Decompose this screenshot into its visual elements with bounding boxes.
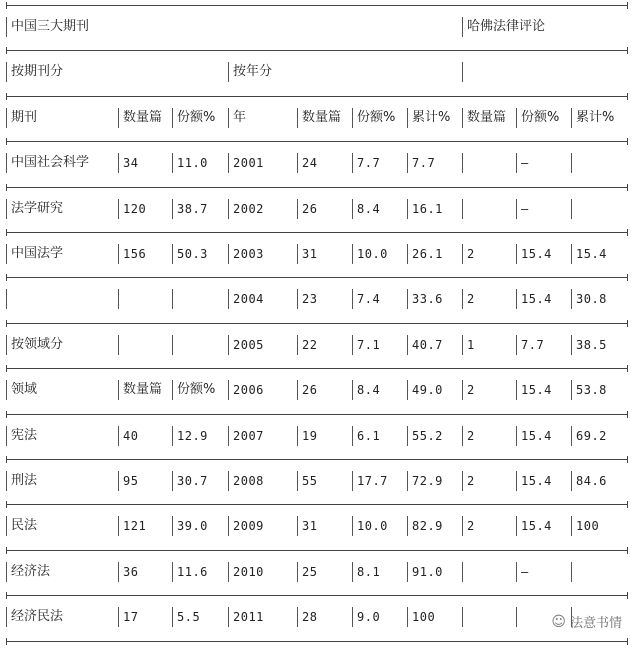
table-cell: 30.8 — [571, 289, 627, 309]
table-cell — [297, 5, 346, 50]
table-cell: 15.4 — [571, 244, 627, 264]
table-cell: 72.9 — [407, 471, 461, 491]
table-cell: 17.7 — [352, 471, 406, 491]
table-cell: 哈佛法律评论 — [462, 17, 515, 37]
table-cell — [571, 50, 622, 95]
table-cell: 31 — [297, 244, 351, 264]
table-cell: 2004 — [228, 289, 296, 309]
table-cell — [118, 335, 171, 355]
table-cell: 36 — [118, 562, 171, 582]
table-cell — [297, 50, 346, 95]
table-cell: 26 — [297, 199, 351, 219]
table-cell: 2 — [462, 380, 515, 400]
table-cell: 9.0 — [352, 607, 406, 627]
table-cell: 15.4 — [516, 516, 570, 536]
table-cell: 34 — [118, 153, 171, 173]
table-cell: 期刊 — [6, 108, 117, 128]
table-cell: 按领域分 — [6, 335, 117, 355]
table-cell: 7.4 — [352, 289, 406, 309]
table-cell: — — [516, 199, 570, 219]
table-cell: 7.7 — [516, 335, 570, 355]
table-cell — [571, 5, 622, 50]
table-cell — [462, 62, 515, 82]
table-cell: 7.1 — [352, 335, 406, 355]
table-cell: 82.9 — [407, 516, 461, 536]
table-cell: 10.0 — [352, 244, 406, 264]
table-cell — [462, 562, 515, 582]
table-cell: 33.6 — [407, 289, 461, 309]
table-cell: 91.0 — [407, 562, 461, 582]
table-cell: 8.1 — [352, 562, 406, 582]
row-rule — [6, 96, 628, 97]
watermark — [551, 612, 622, 631]
table-cell: 法学研究 — [6, 199, 117, 219]
table-cell — [172, 335, 227, 355]
table-cell: 累计% — [407, 108, 461, 128]
table-cell: 15.4 — [516, 471, 570, 491]
table-cell: 120 — [118, 199, 171, 219]
table-cell: 12.9 — [172, 426, 227, 446]
table-cell: 38.7 — [172, 199, 227, 219]
table-cell: 26.1 — [407, 244, 461, 264]
table-cell: 数量篇 — [118, 380, 171, 400]
table-cell: 39.0 — [172, 516, 227, 536]
table-cell — [352, 50, 401, 95]
row-rule — [6, 323, 628, 324]
table-cell — [462, 199, 515, 219]
table-cell: 11.6 — [172, 562, 227, 582]
table-cell: 28 — [297, 607, 351, 627]
table-cell — [228, 5, 291, 50]
row-rule — [6, 187, 628, 188]
table-cell: 7.7 — [352, 153, 406, 173]
table-cell: 数量篇 — [118, 108, 171, 128]
table-cell: 8.4 — [352, 380, 406, 400]
table-cell — [172, 289, 227, 309]
row-rule — [6, 595, 628, 596]
table-cell: 2 — [462, 289, 515, 309]
table-cell: 26 — [297, 380, 351, 400]
table-cell: 5.5 — [172, 607, 227, 627]
table-cell: 中国社会科学 — [6, 153, 117, 173]
table-cell: 40.7 — [407, 335, 461, 355]
table-cell: — — [516, 562, 570, 582]
row-rule — [6, 277, 628, 278]
table-cell: 份额% — [352, 108, 406, 128]
table-cell — [6, 289, 117, 309]
table-cell — [407, 5, 456, 50]
table-cell — [118, 50, 166, 95]
table-cell: 15.4 — [516, 289, 570, 309]
table-cell: 38.5 — [571, 335, 627, 355]
row-rule — [6, 368, 628, 369]
table-cell: 16.1 — [407, 199, 461, 219]
table-cell — [571, 199, 627, 219]
table-cell: 7.7 — [407, 153, 461, 173]
table-cell: 2005 — [228, 335, 296, 355]
row-rule — [6, 232, 628, 233]
table-cell: 2011 — [228, 607, 296, 627]
table-cell — [516, 50, 565, 95]
table-cell: 69.2 — [571, 426, 627, 446]
table-cell: 84.6 — [571, 471, 627, 491]
table-cell: 2006 — [228, 380, 296, 400]
table-cell: 2 — [462, 426, 515, 446]
table-cell: 中国三大期刊 — [6, 17, 117, 37]
table-cell: 数量篇 — [297, 108, 351, 128]
wechat-icon: ☺ — [551, 613, 566, 630]
table-cell: 2 — [462, 244, 515, 264]
table-cell: 份额% — [516, 108, 570, 128]
table-cell: 25 — [297, 562, 351, 582]
table-cell: 按期刊分 — [6, 62, 117, 82]
table-cell: 2007 — [228, 426, 296, 446]
table-cell: 15.4 — [516, 244, 570, 264]
table-cell: 2 — [462, 471, 515, 491]
table-cell — [352, 5, 401, 50]
table-cell: 2 — [462, 516, 515, 536]
table-cell: 22 — [297, 335, 351, 355]
table-cell: 2001 — [228, 153, 296, 173]
table-cell: 156 — [118, 244, 171, 264]
table-cell: 民法 — [6, 516, 117, 536]
table-cell: 中国法学 — [6, 244, 117, 264]
table-cell: 2010 — [228, 562, 296, 582]
table-cell: 121 — [118, 516, 171, 536]
table-cell: 按年分 — [228, 62, 296, 82]
table-cell: — — [516, 153, 570, 173]
table-cell: 10.0 — [352, 516, 406, 536]
table-cell: 17 — [118, 607, 171, 627]
table-cell: 2009 — [228, 516, 296, 536]
table-cell — [462, 153, 515, 173]
table-cell: 经济民法 — [6, 607, 117, 627]
table-cell: 50.3 — [172, 244, 227, 264]
row-rule — [6, 414, 628, 415]
table-cell: 2003 — [228, 244, 296, 264]
table-cell: 23 — [297, 289, 351, 309]
table-cell: 领域 — [6, 380, 117, 400]
table-cell: 宪法 — [6, 426, 117, 446]
table-cell: 31 — [297, 516, 351, 536]
table-cell — [407, 50, 456, 95]
row-rule — [6, 550, 628, 551]
table-cell — [118, 289, 171, 309]
table-cell: 累计% — [571, 108, 627, 128]
table-cell: 8.4 — [352, 199, 406, 219]
table-cell: 100 — [407, 607, 461, 627]
table-cell: 数量篇 — [462, 108, 515, 128]
table-cell — [462, 607, 515, 627]
table-cell: 2002 — [228, 199, 296, 219]
table-cell: 55 — [297, 471, 351, 491]
table-cell: 2008 — [228, 471, 296, 491]
table-cell — [172, 50, 222, 95]
table-cell — [516, 5, 565, 50]
row-rule — [6, 504, 628, 505]
table-cell: 24 — [297, 153, 351, 173]
row-rule — [6, 459, 628, 460]
table-cell: 95 — [118, 471, 171, 491]
table-cell: 40 — [118, 426, 171, 446]
table-cell — [571, 153, 627, 173]
table-cell: 经济法 — [6, 562, 117, 582]
table-cell: 19 — [297, 426, 351, 446]
row-rule — [6, 641, 628, 642]
table-cell: 份额% — [172, 108, 227, 128]
table-cell: 49.0 — [407, 380, 461, 400]
watermark-text: 法意书情 — [569, 616, 622, 631]
table-cell: 6.1 — [352, 426, 406, 446]
table-cell — [172, 5, 222, 50]
table-cell: 15.4 — [516, 426, 570, 446]
table-cell: 55.2 — [407, 426, 461, 446]
table-cell: 100 — [571, 516, 627, 536]
table-cell: 刑法 — [6, 471, 117, 491]
table-cell: 11.0 — [172, 153, 227, 173]
table-cell: 份额% — [172, 380, 227, 400]
table-cell: 30.7 — [172, 471, 227, 491]
table-cell — [118, 5, 166, 50]
row-rule — [6, 141, 628, 142]
table-cell: 年 — [228, 108, 296, 128]
table-cell: 53.8 — [571, 380, 627, 400]
table-cell — [571, 562, 627, 582]
table-cell: 1 — [462, 335, 515, 355]
table-cell: 15.4 — [516, 380, 570, 400]
